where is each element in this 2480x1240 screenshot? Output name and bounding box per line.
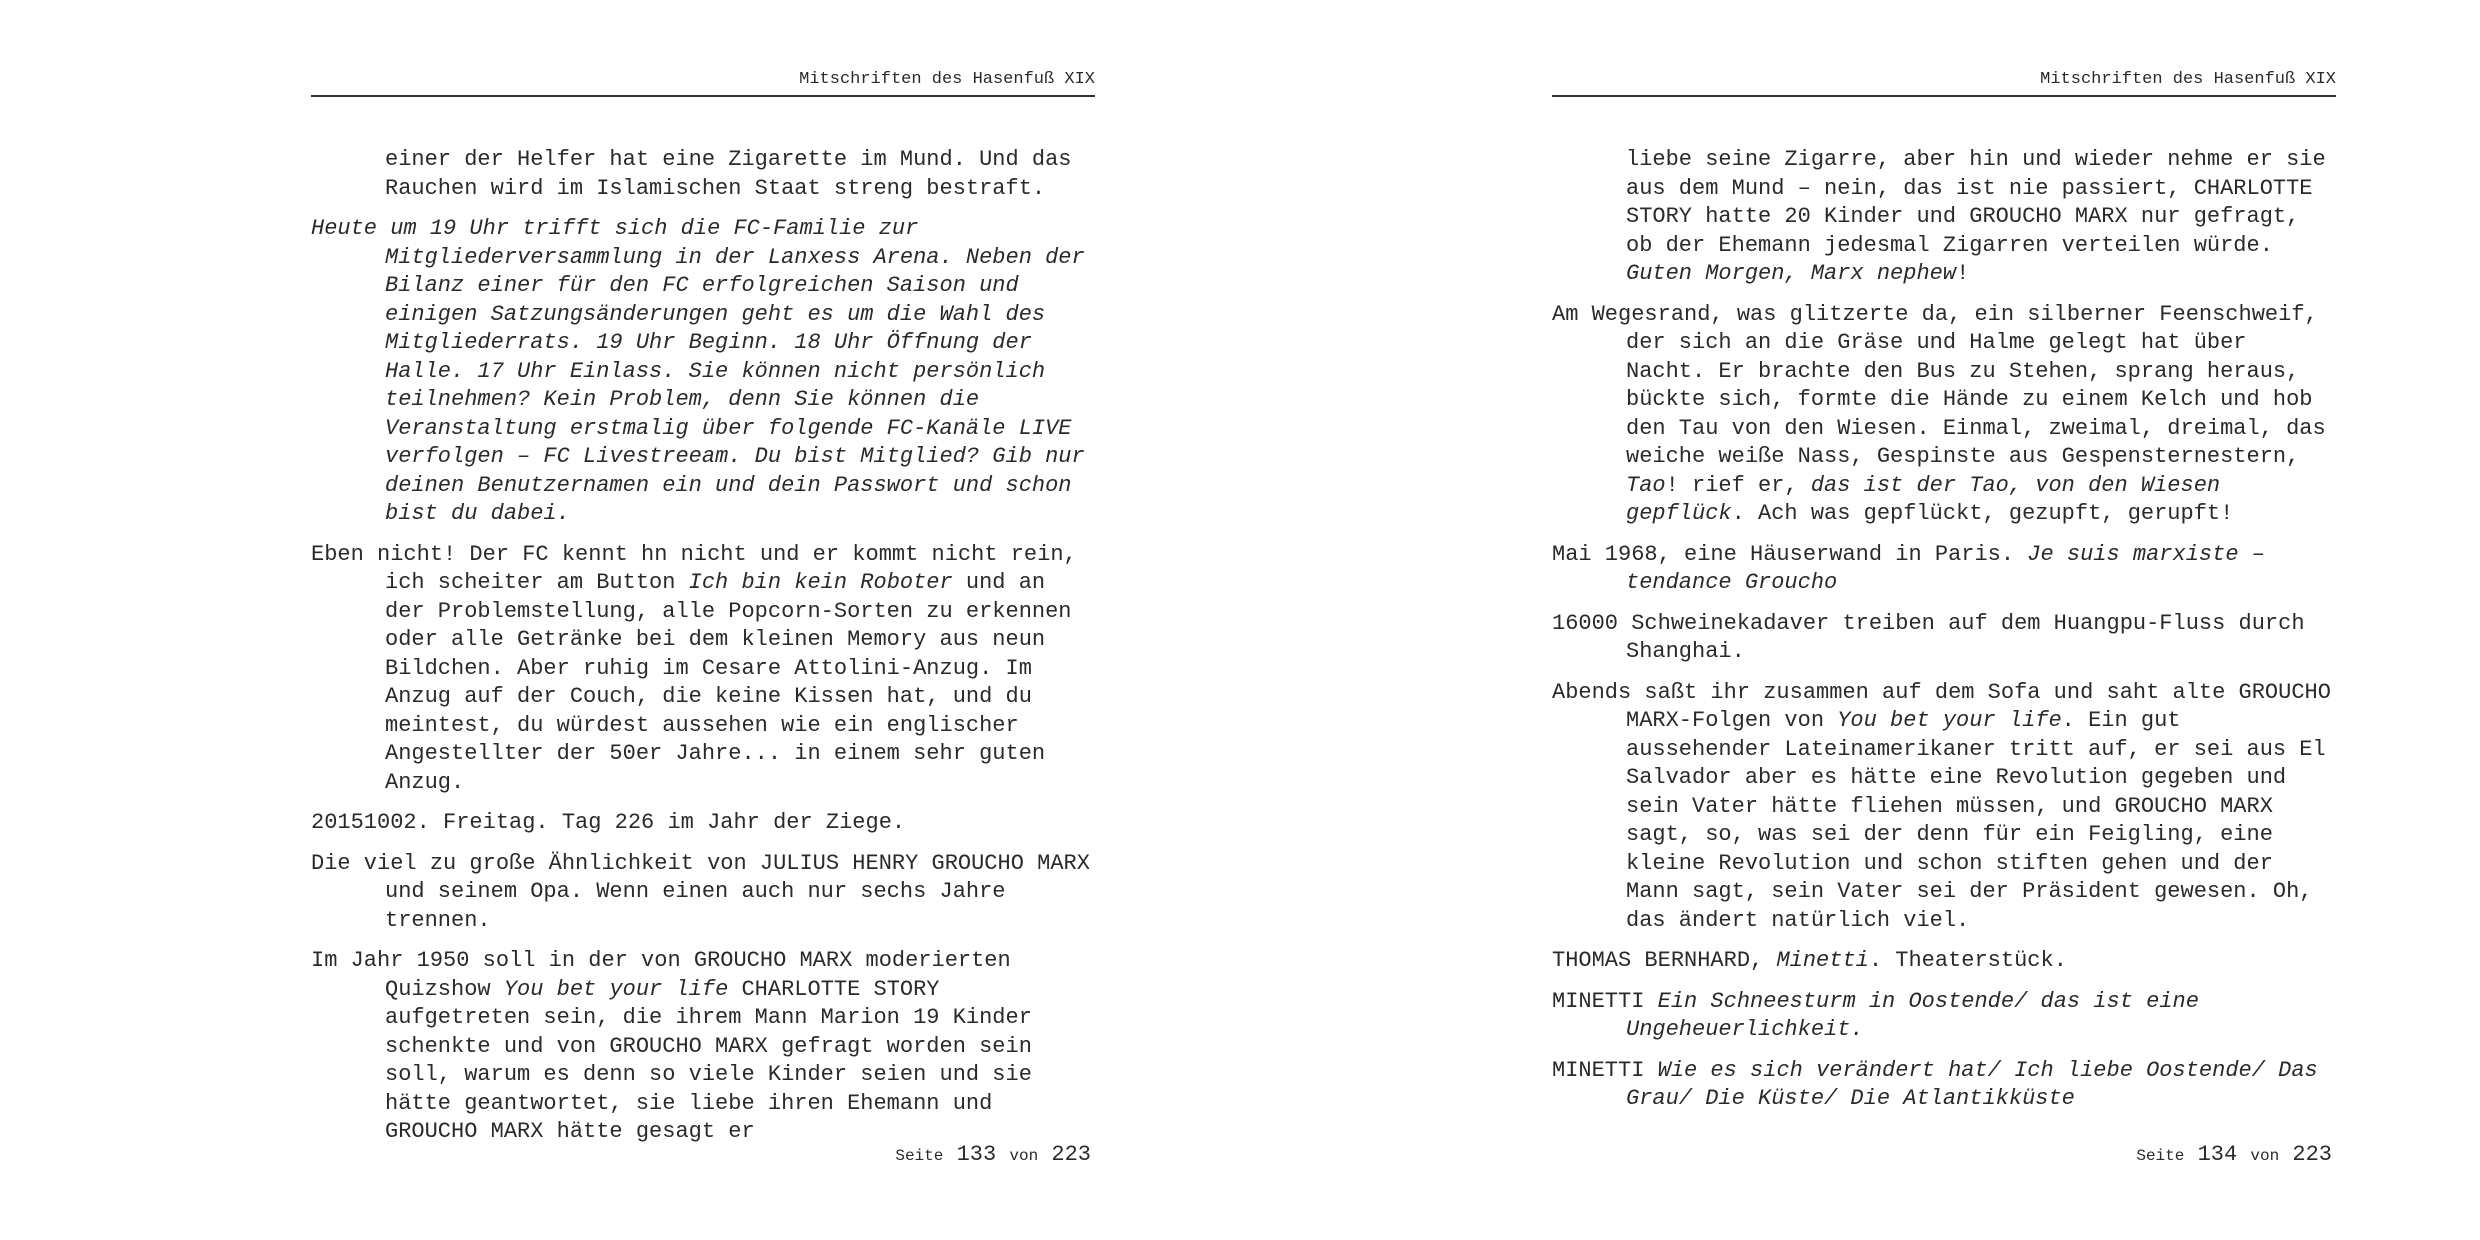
paragraph [1552, 301, 2336, 529]
italic-text-run: Wie es sich verändert hat/ Ich liebe Oostende/ Das Grau/ Die Küste/ Die Atlantikküste [1626, 1057, 2318, 1111]
paragraph [1552, 146, 2336, 289]
italic-text-run: Heute um 19 Uhr trifft sich die FC-Familie zur Mitgliederversammlung in der Lanxess Arena. Neben der Bilanz einer für den FC erfolgreichen Saison und einigen Satzungsänderungen geht es um die Wahl des Mitgliederrats. 19 Uhr Beginn. 18 Uhr Öffnung der Halle. 17 Uhr Einlass. Sie können nicht persönlich teilnehmen? Kein Problem, denn Sie können die Veranstaltung erstmalig über folgende FC-Kanäle LIVE verfolgen – FC Livestreeam. Du bist Mitglied? Gib nur deinen Benutzernamen ein und dein Passwort und schon bist du dabei. [311, 216, 1085, 526]
text-run: ! [1956, 261, 1970, 286]
page-footer [1552, 1142, 2332, 1167]
text-run: 16000 Schweinekadaver treiben auf dem Huangpu-Fluss durch Shanghai. [1552, 610, 2305, 664]
text-run: Mai 1968, eine Häuserwand in Paris. [1552, 541, 2028, 567]
text-run: Im Jahr 1950 soll in der von GROUCHO MARX moderierten Quizshow [311, 948, 1011, 1002]
paragraph [1552, 1057, 2336, 1114]
running-header: Mitschriften des Hasenfuß XIX [311, 70, 1095, 97]
running-header: Mitschriften des Hasenfuß XIX [1552, 70, 2336, 97]
text-run: liebe seine Zigarre, aber hin und wieder nehme er sie aus dem Mund – nein, das ist nie passiert, CHARLOTTE STORY hatte 20 Kinder und GROUCHO MARX nur gefragt, ob der Ehemann jedesmal Zigarren verteilen würde. [1626, 147, 2326, 258]
text-run: . Ein gut aussehender Lateinamerikaner tritt auf, er sei aus El Salvador aber es hätte eine Revolution gegeben und sein Vater hätte fliehen müssen, und GROUCHO MARX sagt, so, was sei der denn für ein Feigling, eine kleine Revolution und schon stiften gehen und der Mann sagt, sein Vater sei der Präsident gewesen. Oh, das ändert natürlich viel. [1626, 708, 2326, 933]
text-run: CHARLOTTE STORY aufgetreten sein, die ihrem Mann Marion 19 Kinder schenkte und von GROUCHO MARX gefragt worden sein soll, warum es denn so viele Kinder seien und sie hätte geantwortet, sie liebe ihren Ehemann und GROUCHO MARX hätte gesagt er [385, 976, 1032, 1144]
paragraph [311, 146, 1095, 203]
text-run: . Ach was gepflückt, gezupft, gerupft! [1731, 501, 2234, 526]
page-body [1552, 146, 2336, 1126]
footer-of: von [1009, 1147, 1039, 1165]
footer-prefix: Seite [2136, 1147, 2185, 1165]
paragraph [1552, 947, 2336, 976]
paragraph [311, 850, 1095, 936]
paragraph [311, 947, 1095, 1147]
right-page [1552, 0, 2352, 1240]
paragraph [311, 541, 1095, 798]
italic-text-run: Guten Morgen, Marx nephew [1626, 261, 1957, 286]
paragraph [311, 809, 1095, 838]
text-run: THOMAS BERNHARD, [1552, 948, 1777, 973]
text-run: MINETTI [1552, 988, 1658, 1014]
paragraph [1552, 988, 2336, 1045]
text-run: 20151002. Freitag. Tag 226 im Jahr der Ziege. [311, 810, 906, 835]
italic-text-run: Minetti [1776, 948, 1869, 973]
footer-prefix: Seite [895, 1147, 944, 1165]
text-run: . Theaterstück. [1868, 948, 2067, 973]
italic-text-run: das ist der Tao, von den Wiesen gepflück [1626, 472, 2221, 526]
page-footer [311, 1142, 1091, 1167]
footer-page-number: 134 [2197, 1142, 2238, 1167]
paragraph [311, 215, 1095, 529]
footer-of: von [2250, 1147, 2280, 1165]
text-run: ! rief er, [1665, 472, 1811, 498]
paragraph [1552, 610, 2336, 667]
left-page [311, 0, 1111, 1240]
text-run: Am Wegesrand, was glitzerte da, ein silberner Feenschweif, der sich an die Gräse und Halme gelegt hat über Nacht. Er brachte den Bus zu Stehen, sprang heraus, bückte sich, formte die Hände zu einem Kelch und hob den Tau von den Wiesen. Einmal, zweimal, dreimal, das weiche weiße Nass, Gespinste aus Gespensternestern, [1552, 301, 2326, 469]
text-run: und an der Problemstellung, alle Popcorn-Sorten zu erkennen oder alle Getränke bei dem kleinen Memory aus neun Bildchen. Aber ruhig im Cesare Attolini-Anzug. Im Anzug auf der Couch, die keine Kissen hat, und du meintest, du würdest aussehen wie ein englischer Angestellter der 50er Jahre... in einem sehr guten Anzug. [385, 570, 1072, 795]
italic-text-run: You bet your life [1837, 708, 2062, 733]
page-body [311, 146, 1095, 1159]
text-run: Eben nicht! Der FC kennt hn nicht und er kommt nicht rein, ich scheiter am Button [311, 541, 1077, 595]
italic-text-run: You bet your life [503, 976, 729, 1002]
footer-page-number: 133 [956, 1142, 997, 1167]
footer-page-total: 223 [1051, 1142, 1091, 1167]
italic-text-run: Ein Schneesturm in Oostende/ das ist eine Ungeheuerlichkeit. [1626, 988, 2199, 1042]
paragraph [1552, 679, 2336, 936]
italic-text-run: Ich bin kein Roboter [688, 570, 953, 595]
italic-text-run: Je suis marxiste – tendance Groucho [1626, 541, 2265, 595]
text-run: Abends saßt ihr zusammen auf dem Sofa und saht alte GROUCHO MARX-Folgen von [1552, 679, 2331, 733]
text-run: einer der Helfer hat eine Zigarette im Mund. Und das Rauchen wird im Islamischen Staat streng bestraft. [385, 147, 1072, 201]
text-run: MINETTI [1552, 1057, 1658, 1083]
footer-page-total: 223 [2292, 1142, 2332, 1167]
paragraph [1552, 541, 2336, 598]
text-run: Die viel zu große Ähnlichkeit von JULIUS HENRY GROUCHO MARX und seinem Opa. Wenn einen auch nur sechs Jahre trennen. [311, 850, 1090, 933]
italic-text-run: Tao [1626, 472, 1666, 498]
